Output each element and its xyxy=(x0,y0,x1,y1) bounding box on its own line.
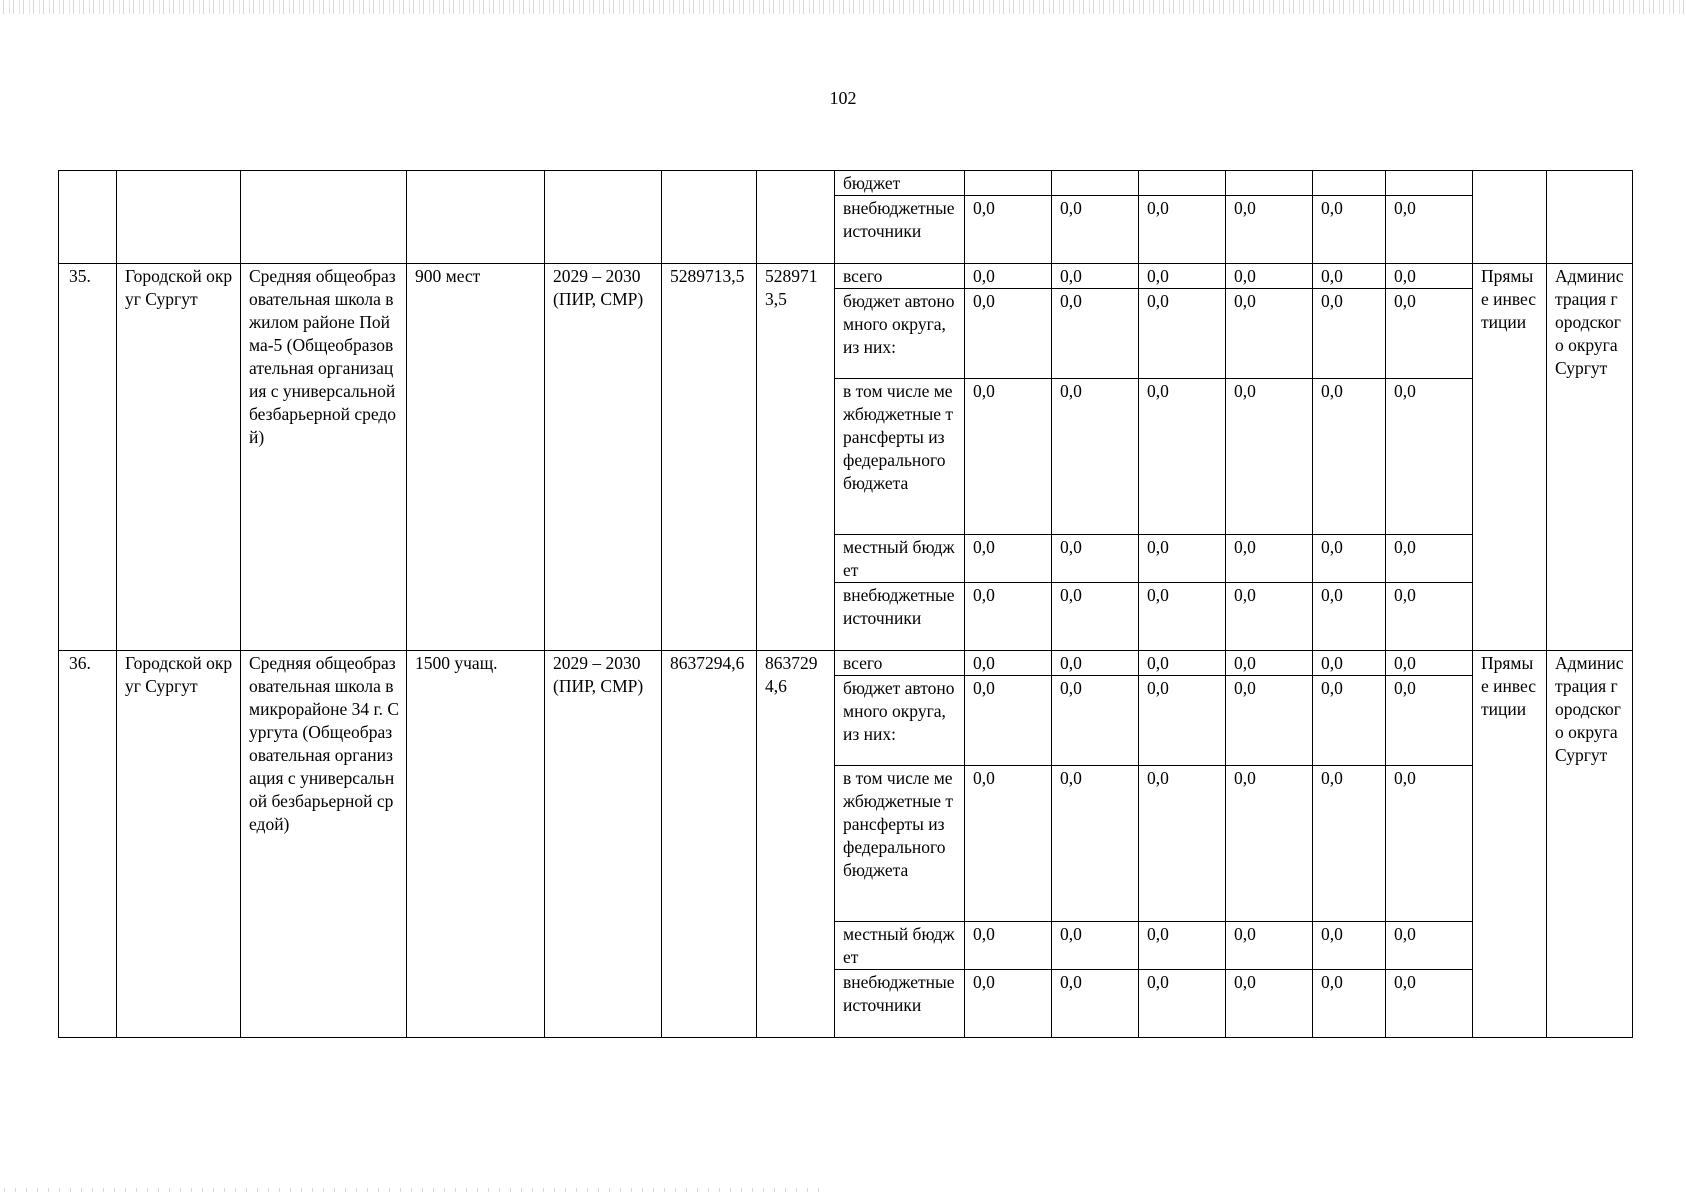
value-cell xyxy=(1139,171,1226,196)
object-name-cell: Средняя общеобразовательная школа в жилом районе Пойма-5 (Общеобразовательная организация с универсальной безбарьерной средой) xyxy=(241,264,407,651)
value-cell: 0,0 xyxy=(1052,289,1139,379)
value-cell: 0,0 xyxy=(1226,379,1313,535)
value-cell: 0,0 xyxy=(965,379,1052,535)
value-cell: 0,0 xyxy=(1386,970,1473,1038)
carryover-cell xyxy=(757,171,835,264)
value-cell xyxy=(965,171,1052,196)
carryover-cell xyxy=(241,171,407,264)
cost-cell: 5289713,5 xyxy=(662,264,757,651)
value-cell: 0,0 xyxy=(1386,922,1473,970)
investment-form-cell: Прямые инвестиции xyxy=(1473,651,1547,1038)
row-number: 35. xyxy=(59,264,117,651)
value-cell: 0,0 xyxy=(1386,535,1473,583)
source-label: внебюджетные источники xyxy=(835,970,965,1038)
value-cell: 0,0 xyxy=(965,583,1052,651)
investment-table xyxy=(58,170,1633,1038)
value-cell: 0,0 xyxy=(1313,766,1386,922)
value-cell: 0,0 xyxy=(1139,289,1226,379)
value-cell: 0,0 xyxy=(1052,379,1139,535)
value-cell: 0,0 xyxy=(1226,535,1313,583)
value-cell: 0,0 xyxy=(1313,583,1386,651)
source-label: бюджет xyxy=(835,171,965,196)
value-cell: 0,0 xyxy=(1052,766,1139,922)
value-cell: 0,0 xyxy=(1226,289,1313,379)
scan-edge-top xyxy=(0,0,1686,14)
capacity-cell: 900 мест xyxy=(407,264,545,651)
value-cell: 0,0 xyxy=(1386,766,1473,922)
source-label: в том числе межбюджетные трансферты из федерального бюджета xyxy=(835,379,965,535)
value-cell: 0,0 xyxy=(1226,264,1313,289)
value-cell xyxy=(1226,171,1313,196)
carryover-cell xyxy=(407,171,545,264)
carryover-cell xyxy=(1547,171,1633,264)
source-label: бюджет автономного округа, из них: xyxy=(835,676,965,766)
value-cell: 0,0 xyxy=(1386,651,1473,676)
carryover-cell xyxy=(545,171,662,264)
value-cell: 0,0 xyxy=(1226,651,1313,676)
value-cell: 0,0 xyxy=(1226,766,1313,922)
value-cell: 0,0 xyxy=(1139,970,1226,1038)
value-cell: 0,0 xyxy=(1313,651,1386,676)
source-label: внебюджетные источники xyxy=(835,196,965,264)
source-label: местный бюджет xyxy=(835,922,965,970)
value-cell: 0,0 xyxy=(1226,583,1313,651)
value-cell: 0,0 xyxy=(1139,264,1226,289)
value-cell: 0,0 xyxy=(1386,676,1473,766)
value-cell: 0,0 xyxy=(1226,196,1313,264)
source-label: всего xyxy=(835,264,965,289)
value-cell: 0,0 xyxy=(1313,922,1386,970)
value-cell: 0,0 xyxy=(1313,264,1386,289)
investment-form-cell: Прямые инвестиции xyxy=(1473,264,1547,651)
source-label: бюджет автономного округа, из них: xyxy=(835,289,965,379)
value-cell: 0,0 xyxy=(965,766,1052,922)
cost-cell: 8637294,6 xyxy=(757,651,835,1038)
value-cell: 0,0 xyxy=(965,264,1052,289)
value-cell: 0,0 xyxy=(1052,676,1139,766)
value-cell xyxy=(1052,171,1139,196)
source-label: в том числе межбюджетные трансферты из федерального бюджета xyxy=(835,766,965,922)
value-cell: 0,0 xyxy=(1052,970,1139,1038)
value-cell: 0,0 xyxy=(1386,289,1473,379)
source-label: внебюджетные источники xyxy=(835,583,965,651)
value-cell: 0,0 xyxy=(1052,922,1139,970)
value-cell: 0,0 xyxy=(1052,196,1139,264)
source-label: местный бюджет xyxy=(835,535,965,583)
value-cell: 0,0 xyxy=(1052,535,1139,583)
municipality-cell: Городской округ Сургут xyxy=(117,264,241,651)
value-cell: 0,0 xyxy=(965,535,1052,583)
value-cell: 0,0 xyxy=(1052,264,1139,289)
value-cell: 0,0 xyxy=(1052,651,1139,676)
page-number: 102 xyxy=(829,88,857,108)
capacity-cell: 1500 учащ. xyxy=(407,651,545,1038)
value-cell: 0,0 xyxy=(965,970,1052,1038)
cost-cell: 5289713,5 xyxy=(757,264,835,651)
period-cell: 2029 – 2030 (ПИР, СМР) xyxy=(545,651,662,1038)
period-cell: 2029 – 2030 (ПИР, СМР) xyxy=(545,264,662,651)
carryover-row-budget xyxy=(59,171,1633,196)
value-cell: 0,0 xyxy=(1226,676,1313,766)
value-cell: 0,0 xyxy=(965,289,1052,379)
value-cell: 0,0 xyxy=(1139,676,1226,766)
value-cell: 0,0 xyxy=(1139,583,1226,651)
carryover-cell xyxy=(662,171,757,264)
value-cell: 0,0 xyxy=(1386,196,1473,264)
value-cell: 0,0 xyxy=(1313,289,1386,379)
value-cell: 0,0 xyxy=(965,651,1052,676)
source-label: всего xyxy=(835,651,965,676)
value-cell: 0,0 xyxy=(1052,583,1139,651)
value-cell: 0,0 xyxy=(1313,535,1386,583)
value-cell: 0,0 xyxy=(1139,535,1226,583)
carryover-cell xyxy=(1473,171,1547,264)
row-number: 36. xyxy=(59,651,117,1038)
value-cell: 0,0 xyxy=(965,676,1052,766)
value-cell: 0,0 xyxy=(965,196,1052,264)
responsible-cell: Администрация городского округа Сургут xyxy=(1547,264,1633,651)
value-cell: 0,0 xyxy=(1313,676,1386,766)
value-cell: 0,0 xyxy=(965,922,1052,970)
value-cell: 0,0 xyxy=(1139,766,1226,922)
carryover-cell xyxy=(117,171,241,264)
object-name-cell: Средняя общеобразовательная школа в микрорайоне 34 г. Сургута (Общеобразовательная организация с универсальной безбарьерной средой) xyxy=(241,651,407,1038)
value-cell xyxy=(1386,171,1473,196)
value-cell: 0,0 xyxy=(1226,922,1313,970)
table-row xyxy=(59,651,1633,676)
value-cell: 0,0 xyxy=(1386,379,1473,535)
value-cell: 0,0 xyxy=(1226,970,1313,1038)
value-cell: 0,0 xyxy=(1139,379,1226,535)
municipality-cell: Городской округ Сургут xyxy=(117,651,241,1038)
value-cell: 0,0 xyxy=(1139,651,1226,676)
table-row xyxy=(59,264,1633,289)
value-cell: 0,0 xyxy=(1313,379,1386,535)
value-cell xyxy=(1313,171,1386,196)
value-cell: 0,0 xyxy=(1139,922,1226,970)
value-cell: 0,0 xyxy=(1386,264,1473,289)
value-cell: 0,0 xyxy=(1386,583,1473,651)
value-cell: 0,0 xyxy=(1313,196,1386,264)
value-cell: 0,0 xyxy=(1313,970,1386,1038)
value-cell: 0,0 xyxy=(1139,196,1226,264)
responsible-cell: Администрация городского округа Сургут xyxy=(1547,651,1633,1038)
cost-cell: 8637294,6 xyxy=(662,651,757,1038)
carryover-cell xyxy=(59,171,117,264)
scan-edge-bottom xyxy=(0,1188,820,1192)
